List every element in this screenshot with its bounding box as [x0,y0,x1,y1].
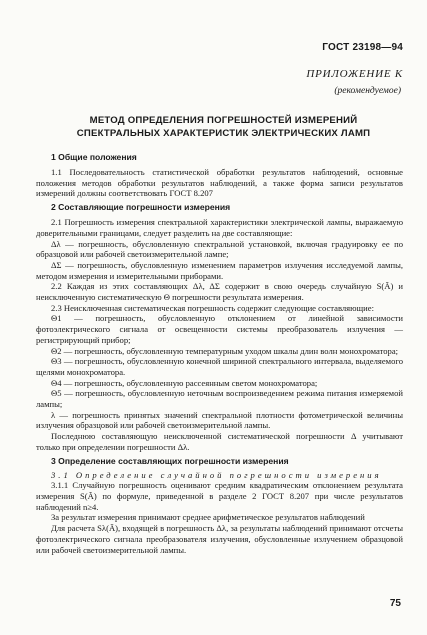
paragraph-2-3-b: Θ2 — погрешность, обусловленную температурным уходом шкалы длин волн монохроматора; [51,345,399,356]
paragraph-1-1: 1.1 Последовательность статистической обработки результатов наблюдений, основные положения методов обработки результатов наблюдений, а также форма записи результатов измерений должны соответствовать ГОСТ 8.207 [36,167,403,199]
paragraph-2-3-f: λ — погрешность принятых значений спектральной плотности фотометрической величины излучения образцовой или рабочей светоизмерительной лампы. [36,409,403,431]
document-body [36,152,403,555]
section-2-heading: 2 Составляющие погрешности измерения [51,202,231,213]
section-3-heading: 3 Определение составляющих погрешности измерения [51,455,289,466]
paragraph-2-1: 2.1 Погрешность измерения спектральной характеристики электрической лампы, выражаемую доверительными границами, следует разделить на две составляющие: [36,217,403,238]
appendix-status: (рекомендуемое) [334,86,401,96]
paragraph-2-3-d: Θ4 — погрешность, обусловленную рассеянным светом монохроматора; [51,377,318,388]
standard-code: ГОСТ 23198—94 [322,42,403,53]
paragraph-2-3-a: Θ1 — погрешность, обусловленную отклонением от линейной зависимости фотоэлектрического сигнала от освещенности системы преобразователь излучения — регистрирующий прибор; [36,313,403,345]
paragraph-2-1-a: Δλ — погрешность, обусловленную спектральной установкой, включая градуировку ее по образцовой или рабочей светоизмерительной лампе; [36,238,403,260]
paragraph-3-1-1: 3.1.1 Случайную погрешность оценивают средним квадратическим отклонением результата измерения S(Ã) по формуле, приведенной в разделе 2 ГОСТ 8.207 при числе результатов наблюдений n≥4. [36,480,403,512]
page-number: 75 [389,598,401,609]
subsection-3-1-heading [36,470,403,481]
section-1-heading: 1 Общие положения [51,152,137,162]
paragraph-2-3-c: Θ3 — погрешность, обусловленную конечной шириной спектрального интервала, выделяемого щелями монохроматора. [36,356,403,377]
paragraph-2-3-e: Θ5 — погрешность, обусловленную неточным воспроизведением режима питания измеряемой лампы; [36,388,403,410]
appendix-label: ПРИЛОЖЕНИЕ К [306,68,403,80]
subsection-3-1-title: 3.1 Определение случайной погрешности измерения [51,469,382,480]
paragraph-2-2: 2.2 Каждая из этих составляющих Δλ, ΔΣ содержит в свою очередь случайную S(Ã) и неисключенную систематическую Θ погрешности результата измерения. [36,281,403,303]
document-title [40,114,407,140]
paragraph-2-3-g: Последнюю составляющую неисключенной систематической погрешности Δ учитывают только при определении погрешности Δλ. [36,431,403,452]
paragraph-2-1-b: ΔΣ — погрешность, обусловленную изменением параметров излучения исследуемой лампы, методом измерения и измерительными приборами. [36,259,403,281]
title-line-1: МЕТОД ОПРЕДЕЛЕНИЯ ПОГРЕШНОСТЕЙ ИЗМЕРЕНИЙ [89,115,358,126]
paragraph-2-3: 2.3 Неисключенная систематическая погрешность содержит следующие составляющие: [51,302,374,313]
paragraph-3-1-3: Для расчета Sλ(Ã), входящей в погрешность Δλ, за результаты наблюдений принимают отсчеты фотоэлектрического сигнала преобразователя излучения, обусловленные излучением образцовой или рабочей светоизмерительной лампы. [36,523,403,555]
title-line-2: СПЕКТРАЛЬНЫХ ХАРАКТЕРИСТИК ЭЛЕКТРИЧЕСКИХ ЛАМП [76,128,371,139]
paragraph-3-1-2: За результат измерения принимают среднее арифметическое результатов наблюдений [51,512,365,523]
